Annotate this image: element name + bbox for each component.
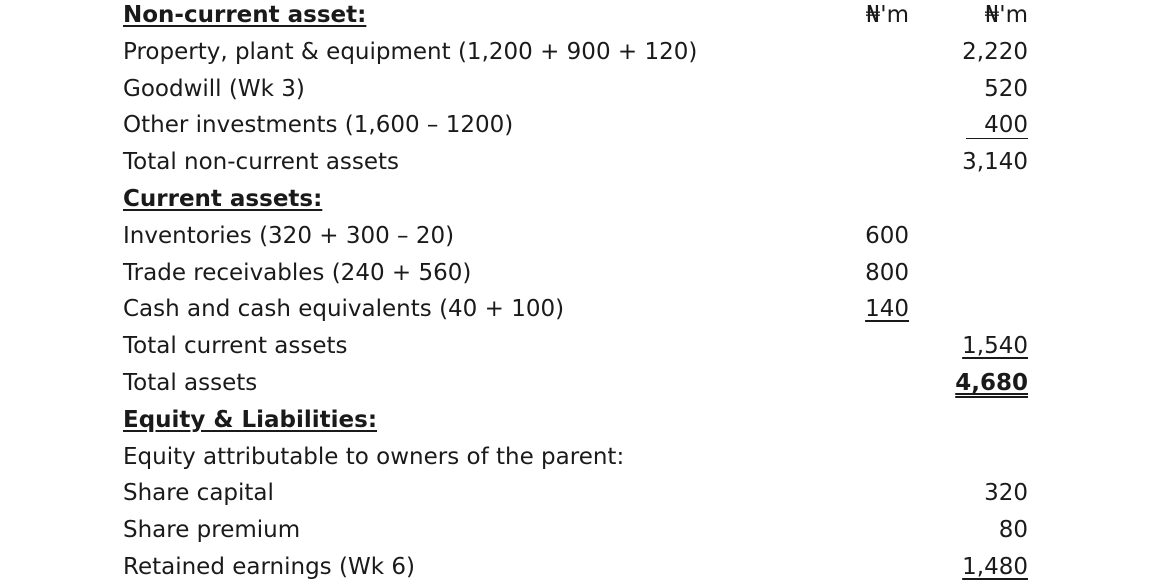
section-title-equity: Equity & Liabilities: xyxy=(123,406,378,433)
receivables-label: Trade receivables (240 + 560) xyxy=(123,259,472,286)
section-title-current: Current assets: xyxy=(123,185,323,212)
equity-subtitle: Equity attributable to owners of the parent: xyxy=(123,443,625,470)
total-non-current-value: 3,140 xyxy=(962,149,1028,176)
receivables-value: 800 xyxy=(865,259,909,286)
share-premium-label: Share premium xyxy=(123,517,301,544)
ppe-row xyxy=(0,34,1176,71)
share-premium-value: 80 xyxy=(998,517,1028,544)
retained-earnings-label: Retained earnings (Wk 6) xyxy=(123,553,415,580)
inventories-value: 600 xyxy=(865,222,909,249)
total-assets-label: Total assets xyxy=(123,369,258,396)
share-capital-row xyxy=(0,475,1176,512)
col2-unit-header: ₦'m xyxy=(984,2,1028,28)
other-investments-value xyxy=(966,107,1028,144)
retained-earnings-value: 1,480 xyxy=(962,553,1028,580)
goodwill-row xyxy=(0,71,1176,108)
cash-label: Cash and cash equivalents (40 + 100) xyxy=(123,296,565,323)
inventories-label: Inventories (320 + 300 – 20) xyxy=(123,222,455,249)
current-assets-title-row xyxy=(0,181,1176,218)
ppe-label: Property, plant & equipment (1,200 + 900 + 120) xyxy=(123,38,698,65)
other-investments-value-text: 400 xyxy=(966,112,1028,139)
retained-earnings-row xyxy=(0,549,1176,586)
share-capital-value: 320 xyxy=(984,480,1028,507)
total-current-row xyxy=(0,328,1176,365)
section-title-non-current: Non-current asset: xyxy=(123,2,367,28)
other-investments-label: Other investments (1,600 – 1200) xyxy=(123,112,514,139)
other-investments-row xyxy=(0,107,1176,144)
share-capital-label: Share capital xyxy=(123,480,274,507)
equity-title-row xyxy=(0,402,1176,439)
header-row xyxy=(0,0,1176,34)
total-current-value: 1,540 xyxy=(962,333,1028,360)
goodwill-label: Goodwill (Wk 3) xyxy=(123,75,305,102)
total-assets-value: 4,680 xyxy=(955,369,1028,396)
total-assets-row xyxy=(0,365,1176,402)
goodwill-value: 520 xyxy=(984,75,1028,102)
equity-subtitle-row xyxy=(0,439,1176,476)
cash-row xyxy=(0,291,1176,328)
receivables-row xyxy=(0,255,1176,292)
cash-value: 140 xyxy=(865,296,909,323)
total-non-current-row xyxy=(0,144,1176,181)
ppe-value: 2,220 xyxy=(962,38,1028,65)
col1-unit-header: ₦'m xyxy=(865,2,909,28)
total-non-current-label: Total non-current assets xyxy=(123,149,400,176)
inventories-row xyxy=(0,218,1176,255)
share-premium-row xyxy=(0,512,1176,549)
total-current-label: Total current assets xyxy=(123,333,348,360)
